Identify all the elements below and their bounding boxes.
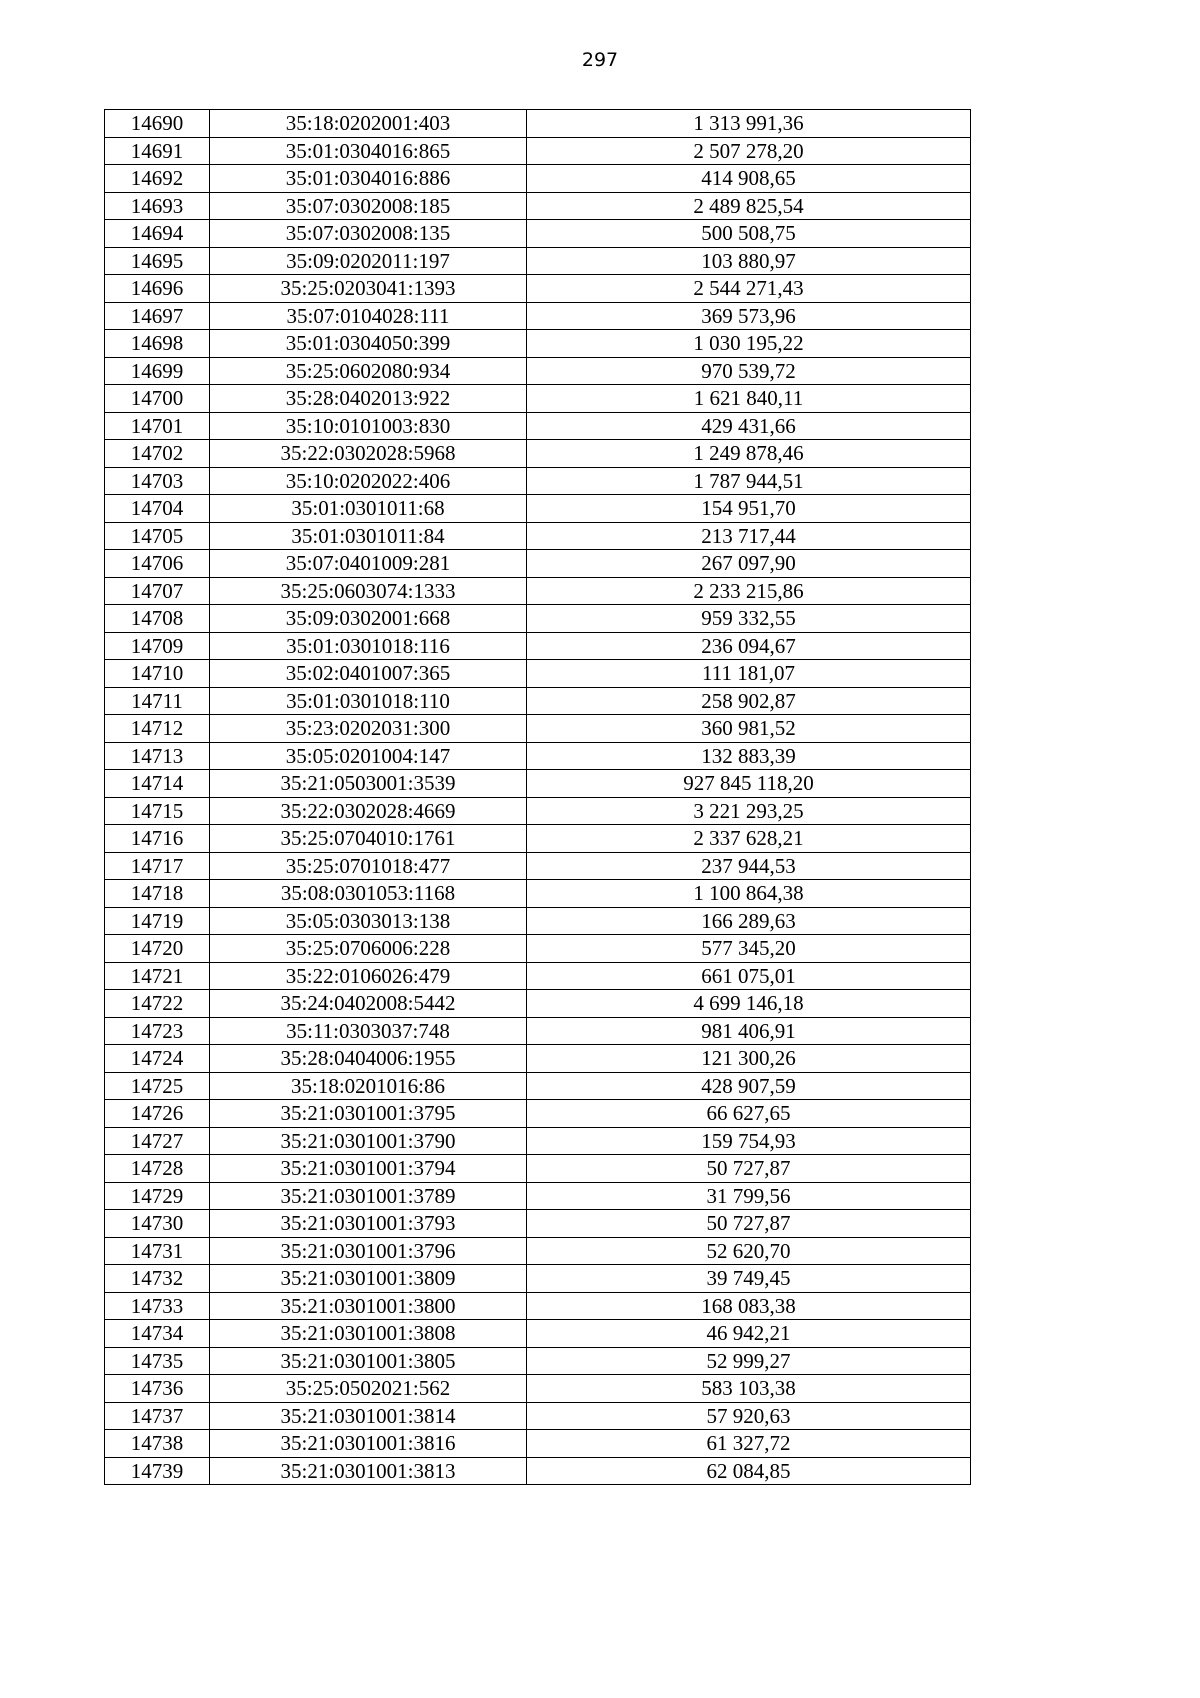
table-row	[105, 1320, 971, 1348]
row-number-cell: 14695	[105, 247, 210, 275]
table-row	[105, 330, 971, 358]
cadastral-number-cell: 35:18:0201016:86	[210, 1072, 527, 1100]
cadastral-value-cell: 3 221 293,25	[527, 797, 971, 825]
table-row	[105, 742, 971, 770]
cadastral-value-cell: 1 621 840,11	[527, 385, 971, 413]
row-number-cell: 14709	[105, 632, 210, 660]
table-row	[105, 165, 971, 193]
table-row	[105, 357, 971, 385]
cadastral-number-cell: 35:25:0704010:1761	[210, 825, 527, 853]
cadastral-number-cell: 35:07:0401009:281	[210, 550, 527, 578]
row-number-cell: 14733	[105, 1292, 210, 1320]
cadastral-number-cell: 35:01:0301011:68	[210, 495, 527, 523]
cadastral-value-cell: 168 083,38	[527, 1292, 971, 1320]
table-row	[105, 1430, 971, 1458]
cadastral-value-cell: 39 749,45	[527, 1265, 971, 1293]
row-number-cell: 14708	[105, 605, 210, 633]
row-number-cell: 14728	[105, 1155, 210, 1183]
table-row	[105, 522, 971, 550]
table-row	[105, 1265, 971, 1293]
cadastral-number-cell: 35:24:0402008:5442	[210, 990, 527, 1018]
cadastral-value-cell: 369 573,96	[527, 302, 971, 330]
table-row	[105, 385, 971, 413]
cadastral-value-cell: 429 431,66	[527, 412, 971, 440]
table-row	[105, 1237, 971, 1265]
table-row	[105, 1017, 971, 1045]
row-number-cell: 14697	[105, 302, 210, 330]
cadastral-number-cell: 35:21:0503001:3539	[210, 770, 527, 798]
table-row	[105, 1347, 971, 1375]
cadastral-value-cell: 267 097,90	[527, 550, 971, 578]
row-number-cell: 14731	[105, 1237, 210, 1265]
row-number-cell: 14692	[105, 165, 210, 193]
table-row	[105, 1402, 971, 1430]
cadastral-number-cell: 35:21:0301001:3795	[210, 1100, 527, 1128]
cadastral-value-cell: 50 727,87	[527, 1155, 971, 1183]
table-row	[105, 852, 971, 880]
cadastral-value-cell: 428 907,59	[527, 1072, 971, 1100]
cadastral-number-cell: 35:01:0301011:84	[210, 522, 527, 550]
table-row	[105, 935, 971, 963]
row-number-cell: 14700	[105, 385, 210, 413]
cadastral-number-cell: 35:10:0101003:830	[210, 412, 527, 440]
row-number-cell: 14704	[105, 495, 210, 523]
row-number-cell: 14739	[105, 1457, 210, 1485]
cadastral-value-cell: 154 951,70	[527, 495, 971, 523]
table-row	[105, 577, 971, 605]
cadastral-value-cell: 50 727,87	[527, 1210, 971, 1238]
table-row	[105, 990, 971, 1018]
cadastral-value-cell: 213 717,44	[527, 522, 971, 550]
cadastral-value-cell: 577 345,20	[527, 935, 971, 963]
cadastral-value-cell: 62 084,85	[527, 1457, 971, 1485]
cadastral-value-cell: 103 880,97	[527, 247, 971, 275]
row-number-cell: 14694	[105, 220, 210, 248]
table-row	[105, 1100, 971, 1128]
table-row	[105, 605, 971, 633]
cadastral-number-cell: 35:25:0706006:228	[210, 935, 527, 963]
cadastral-number-cell: 35:21:0301001:3796	[210, 1237, 527, 1265]
cadastral-number-cell: 35:28:0404006:1955	[210, 1045, 527, 1073]
cadastral-number-cell: 35:09:0202011:197	[210, 247, 527, 275]
cadastral-value-cell: 2 507 278,20	[527, 137, 971, 165]
cadastral-value-cell: 1 787 944,51	[527, 467, 971, 495]
table-row	[105, 440, 971, 468]
cadastral-number-cell: 35:21:0301001:3789	[210, 1182, 527, 1210]
table-body	[105, 110, 971, 1485]
row-number-cell: 14737	[105, 1402, 210, 1430]
cadastral-value-cell: 2 233 215,86	[527, 577, 971, 605]
row-number-cell: 14699	[105, 357, 210, 385]
cadastral-number-cell: 35:22:0302028:5968	[210, 440, 527, 468]
cadastral-number-cell: 35:10:0202022:406	[210, 467, 527, 495]
table-row	[105, 632, 971, 660]
cadastral-value-cell: 360 981,52	[527, 715, 971, 743]
row-number-cell: 14715	[105, 797, 210, 825]
cadastral-number-cell: 35:21:0301001:3814	[210, 1402, 527, 1430]
table-row	[105, 1045, 971, 1073]
table-row	[105, 770, 971, 798]
cadastral-number-cell: 35:01:0304016:886	[210, 165, 527, 193]
cadastral-value-cell: 583 103,38	[527, 1375, 971, 1403]
table-row	[105, 467, 971, 495]
row-number-cell: 14727	[105, 1127, 210, 1155]
cadastral-number-cell: 35:09:0302001:668	[210, 605, 527, 633]
cadastral-value-cell: 61 327,72	[527, 1430, 971, 1458]
row-number-cell: 14736	[105, 1375, 210, 1403]
row-number-cell: 14698	[105, 330, 210, 358]
cadastral-number-cell: 35:01:0301018:110	[210, 687, 527, 715]
cadastral-number-cell: 35:21:0301001:3805	[210, 1347, 527, 1375]
cadastral-value-cell: 1 249 878,46	[527, 440, 971, 468]
table-row	[105, 275, 971, 303]
cadastral-number-cell: 35:25:0603074:1333	[210, 577, 527, 605]
cadastral-number-cell: 35:21:0301001:3808	[210, 1320, 527, 1348]
table-row	[105, 1127, 971, 1155]
page-number: 297	[581, 49, 619, 71]
row-number-cell: 14735	[105, 1347, 210, 1375]
cadastral-number-cell: 35:25:0701018:477	[210, 852, 527, 880]
cadastral-value-cell: 52 620,70	[527, 1237, 971, 1265]
row-number-cell: 14707	[105, 577, 210, 605]
cadastral-value-cell: 981 406,91	[527, 1017, 971, 1045]
table-row	[105, 825, 971, 853]
row-number-cell: 14719	[105, 907, 210, 935]
cadastral-value-cell: 1 030 195,22	[527, 330, 971, 358]
row-number-cell: 14726	[105, 1100, 210, 1128]
cadastral-number-cell: 35:01:0301018:116	[210, 632, 527, 660]
row-number-cell: 14722	[105, 990, 210, 1018]
cadastral-number-cell: 35:28:0402013:922	[210, 385, 527, 413]
table-row	[105, 1210, 971, 1238]
row-number-cell: 14703	[105, 467, 210, 495]
cadastral-number-cell: 35:01:0304050:399	[210, 330, 527, 358]
row-number-cell: 14734	[105, 1320, 210, 1348]
table-row	[105, 660, 971, 688]
cadastral-value-cell: 2 544 271,43	[527, 275, 971, 303]
row-number-cell: 14702	[105, 440, 210, 468]
cadastral-value-cell: 132 883,39	[527, 742, 971, 770]
row-number-cell: 14724	[105, 1045, 210, 1073]
table-row	[105, 907, 971, 935]
table-row	[105, 495, 971, 523]
cadastral-number-cell: 35:21:0301001:3790	[210, 1127, 527, 1155]
row-number-cell: 14690	[105, 110, 210, 138]
cadastral-value-cell: 2 337 628,21	[527, 825, 971, 853]
table-row	[105, 1072, 971, 1100]
table-row	[105, 797, 971, 825]
row-number-cell: 14721	[105, 962, 210, 990]
row-number-cell: 14705	[105, 522, 210, 550]
row-number-cell: 14717	[105, 852, 210, 880]
cadastral-value-cell: 4 699 146,18	[527, 990, 971, 1018]
cadastral-value-cell: 2 489 825,54	[527, 192, 971, 220]
row-number-cell: 14732	[105, 1265, 210, 1293]
row-number-cell: 14720	[105, 935, 210, 963]
cadastral-number-cell: 35:22:0106026:479	[210, 962, 527, 990]
cadastral-number-cell: 35:01:0304016:865	[210, 137, 527, 165]
table-row	[105, 715, 971, 743]
row-number-cell: 14706	[105, 550, 210, 578]
table-row	[105, 880, 971, 908]
cadastral-number-cell: 35:23:0202031:300	[210, 715, 527, 743]
cadastral-number-cell: 35:07:0302008:135	[210, 220, 527, 248]
table-row	[105, 247, 971, 275]
row-number-cell: 14696	[105, 275, 210, 303]
cadastral-number-cell: 35:25:0203041:1393	[210, 275, 527, 303]
table-row	[105, 110, 971, 138]
row-number-cell: 14718	[105, 880, 210, 908]
row-number-cell: 14701	[105, 412, 210, 440]
table-row	[105, 1155, 971, 1183]
table-row	[105, 1292, 971, 1320]
cadastral-number-cell: 35:02:0401007:365	[210, 660, 527, 688]
table-row	[105, 962, 971, 990]
cadastral-value-cell: 236 094,67	[527, 632, 971, 660]
table-row	[105, 302, 971, 330]
row-number-cell: 14730	[105, 1210, 210, 1238]
cadastral-value-cell: 57 920,63	[527, 1402, 971, 1430]
cadastral-number-cell: 35:08:0301053:1168	[210, 880, 527, 908]
cadastral-number-cell: 35:05:0303013:138	[210, 907, 527, 935]
cadastral-number-cell: 35:18:0202001:403	[210, 110, 527, 138]
row-number-cell: 14716	[105, 825, 210, 853]
cadastral-value-cell: 46 942,21	[527, 1320, 971, 1348]
cadastral-number-cell: 35:07:0302008:185	[210, 192, 527, 220]
cadastral-value-cell: 121 300,26	[527, 1045, 971, 1073]
row-number-cell: 14713	[105, 742, 210, 770]
table-row	[105, 687, 971, 715]
cadastral-value-cell: 237 944,53	[527, 852, 971, 880]
row-number-cell: 14723	[105, 1017, 210, 1045]
cadastral-value-cell: 258 902,87	[527, 687, 971, 715]
cadastral-number-cell: 35:07:0104028:111	[210, 302, 527, 330]
cadastral-value-cell: 414 908,65	[527, 165, 971, 193]
cadastral-value-cell: 111 181,07	[527, 660, 971, 688]
cadastral-value-cell: 970 539,72	[527, 357, 971, 385]
cadastral-number-cell: 35:25:0502021:562	[210, 1375, 527, 1403]
cadastral-value-cell: 1 100 864,38	[527, 880, 971, 908]
cadastral-value-cell: 1 313 991,36	[527, 110, 971, 138]
cadastral-number-cell: 35:21:0301001:3813	[210, 1457, 527, 1485]
cadastral-number-cell: 35:05:0201004:147	[210, 742, 527, 770]
row-number-cell: 14725	[105, 1072, 210, 1100]
cadastral-number-cell: 35:21:0301001:3816	[210, 1430, 527, 1458]
row-number-cell: 14712	[105, 715, 210, 743]
row-number-cell: 14693	[105, 192, 210, 220]
cadastral-value-cell: 31 799,56	[527, 1182, 971, 1210]
table-row	[105, 1375, 971, 1403]
cadastral-value-cell: 500 508,75	[527, 220, 971, 248]
cadastral-value-cell: 927 845 118,20	[527, 770, 971, 798]
cadastral-number-cell: 35:22:0302028:4669	[210, 797, 527, 825]
cadastral-value-cell: 159 754,93	[527, 1127, 971, 1155]
table-row	[105, 550, 971, 578]
row-number-cell: 14710	[105, 660, 210, 688]
cadastral-number-cell: 35:11:0303037:748	[210, 1017, 527, 1045]
cadastral-number-cell: 35:21:0301001:3793	[210, 1210, 527, 1238]
cadastral-number-cell: 35:21:0301001:3794	[210, 1155, 527, 1183]
cadastral-value-cell: 959 332,55	[527, 605, 971, 633]
row-number-cell: 14729	[105, 1182, 210, 1210]
cadastral-value-cell: 52 999,27	[527, 1347, 971, 1375]
cadastral-value-cell: 66 627,65	[527, 1100, 971, 1128]
row-number-cell: 14711	[105, 687, 210, 715]
table-row	[105, 137, 971, 165]
table-row	[105, 220, 971, 248]
cadastral-value-cell: 166 289,63	[527, 907, 971, 935]
cadastral-number-cell: 35:21:0301001:3809	[210, 1265, 527, 1293]
table-row	[105, 1182, 971, 1210]
cadastral-value-cell: 661 075,01	[527, 962, 971, 990]
row-number-cell: 14738	[105, 1430, 210, 1458]
cadastral-number-cell: 35:25:0602080:934	[210, 357, 527, 385]
table-row	[105, 192, 971, 220]
row-number-cell: 14691	[105, 137, 210, 165]
cadastral-number-cell: 35:21:0301001:3800	[210, 1292, 527, 1320]
cadastral-value-table	[104, 109, 971, 1485]
table-row	[105, 412, 971, 440]
table-row	[105, 1457, 971, 1485]
row-number-cell: 14714	[105, 770, 210, 798]
